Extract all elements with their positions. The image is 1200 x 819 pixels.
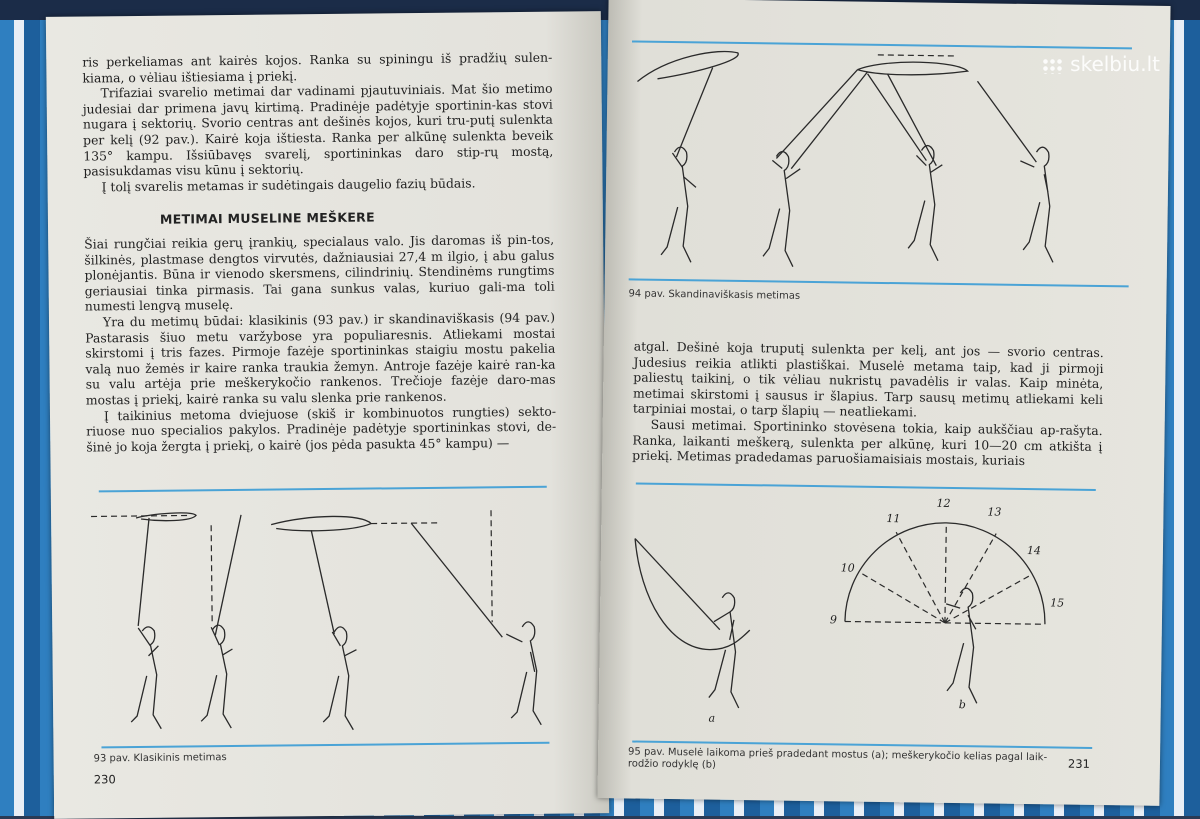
figure-95-fly-hold	[628, 488, 1101, 745]
section-heading: METIMAI MUSELINE MEŠKERE	[159, 209, 375, 227]
paragraph: Į tolį svarelis metamas ir sudėtingais daugelio fazių būdais.	[101, 175, 476, 195]
right-page	[597, 0, 1170, 806]
page-number: 230	[93, 772, 116, 787]
svg-text:13: 13	[987, 505, 1002, 519]
svg-text:10: 10	[840, 561, 855, 575]
svg-text:15: 15	[1050, 596, 1065, 610]
watermark-dots-icon	[1042, 58, 1064, 74]
figure-94-scandinavian-cast	[625, 46, 1148, 283]
left-page	[46, 11, 609, 819]
svg-text:14: 14	[1026, 544, 1042, 558]
paragraph: atgal. Dešinė koja truputį sulenkta per kelį, ant jos — svorio centras. Judesius reikia atlikti plastiškai. Muselė metama taip, kad ji pirmoji paliestų taikinį, o tik vėliau nukristų pavadėlis ir valas. Kaip minėta, metimai skirstomi į sausus ir šlapius. Tarp sausų metimų atliekami keli tarpiniai mostai, o tarp šlapių — neatliekami.	[632, 338, 1104, 420]
paragraph: Trifaziai svarelio metimai dar vadinami pjautuviniais. Mat šio metimo judesiai dar primena javų kirtimą. Pradinėje padėtyje sportinin-kas stovi nugara į sektorių. Svorio centras ant dešinės kojos, kuri tru-putį sulenkta per kelį (92 pav.). Kairė koja ištiesta. Ranka per alkūnę sulenkta beveik 135° kampu. Išsiūbavęs svarelį, sportininkas daro stip-rų mostą, pasisukdamas visu kūnu į sektorių.	[82, 80, 554, 179]
left-text-top	[82, 50, 553, 195]
svg-text:9: 9	[829, 613, 838, 627]
paragraph: Šiai rungčiai reikia gerų įrankių, specialaus valo. Jis daromas iš pin-tos, šilkinės, plastmase dengtos virvutės, dažniausiai 27,4 m ilgio, į abu galus plonėjantis. Būna ir vienodo skersmens, cilindrinių. Stendinėms rungtims geriausiai tinka pirmasis. Tai gana sunkus valas, kuriuo gali-ma toli numesti lengvą muselę.	[84, 231, 555, 314]
paragraph: Į taikinius metoma dviejuose (skiš ir kombinuotos rungties) sekto-riuose nuo specialios pakylos. Pradinėje padėtyje sportininkas stovi, de-šinė jo koja žergta į priekį, o kairė (jos pėda pasukta 45° kampu) —	[86, 403, 557, 455]
paragraph: Sausi metimai. Sportininko stovėsena tokia, kaip aukščiau ap-rašyta. Ranka, laikanti meškerą, sulenkta per alkūnę, kuri 10—20 cm atkišta į priekį. Metimas pradedamas paruošiamaisiais mostais, kuriais	[632, 416, 1103, 469]
sub-label-b: b	[958, 698, 966, 712]
sub-label-a: a	[708, 711, 716, 725]
right-text	[632, 339, 1104, 470]
figure-caption-2: 95 pav. Muselė laikoma prieš pradedant mostus (a); meškerykočio kelias pagal laik-rodžio rodyklę (b)	[627, 746, 1048, 771]
svg-text:12: 12	[936, 496, 951, 510]
paragraph: Yra du metimų būdai: klasikinis (93 pav.) ir skandinaviškasis (94 pav.) Pastarasis šiuo metu varžybose yra populiaresnis. Atliekami mostai skirstomi į tris fazes. Pirmoje fazėje sportininkas staigiu mostu pakelia valą nuo žemės ir kaire ranka traukia žemyn. Antroje fazėje kairė ran-ka su valu artėja prie meškerykočio rankenos. Trečioje fazėje daro-mas mostas į priekį, kairė ranka su valu slenka prie rankenos.	[85, 309, 556, 408]
figure-93-classic-cast	[81, 502, 553, 737]
figure-caption: 93 pav. Klasikinis metimas	[93, 752, 227, 765]
figure-rule-top	[99, 486, 547, 492]
watermark: skelbiu.lt	[1042, 52, 1160, 76]
svg-text:11: 11	[886, 512, 901, 526]
paragraph: ris perkeliamas ant kairės kojos. Ranka su spiningu iš pradžių sulen-kiama, o vėliau ištiesiama į priekį.	[82, 49, 553, 86]
left-text-section	[84, 232, 556, 455]
figure-rule-bottom	[101, 742, 549, 748]
page-number: 231	[1067, 756, 1091, 771]
figure-caption: 94 pav. Skandinaviškasis metimas	[628, 288, 801, 302]
